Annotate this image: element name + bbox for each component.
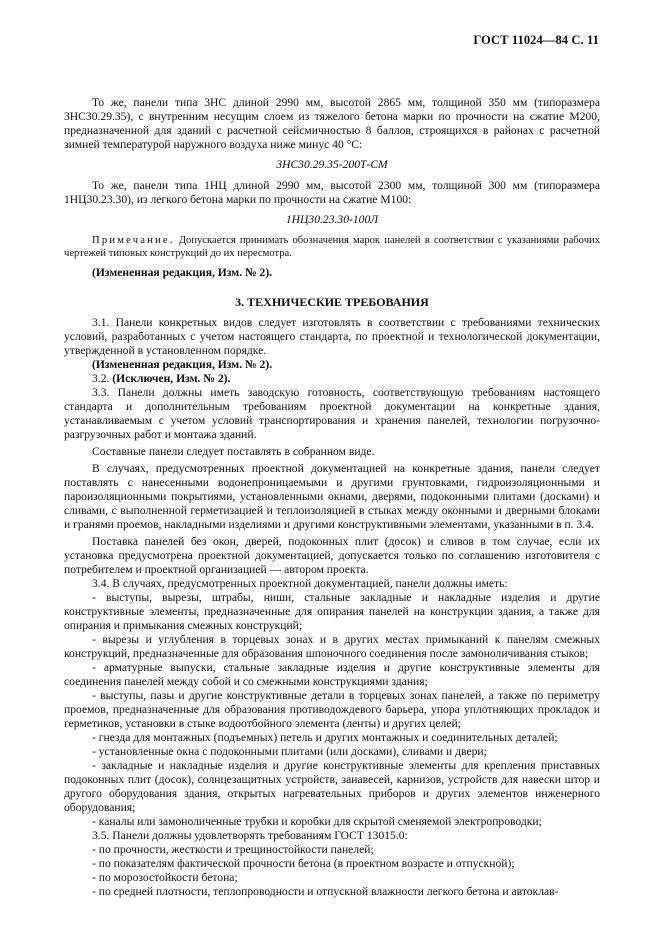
document-body: [64, 96, 600, 899]
paragraph-1nc-example: То же, панели типа 1НЦ длиной 2990 мм, высотой 2300 мм, толщиной 300 мм (типоразмера 1НЦ30.23.30), из легкого бетона марки по прочности на сжатие М100:: [64, 179, 600, 206]
list-item: - арматурные выпуски, стальные закладные изделия и другие конструктивные элементы для соединения панелей между собой и со смежными конструкциями здания;: [64, 661, 600, 688]
list-item: - выступы, пазы и другие конструктивные детали в торцевых зонах панелей, а также по периметру проемов, предназначенные для образования противодождевого барьера, упора уплотняющих прокладок и герметиков, установки в стыке водоотбойного элемента (ленты) и других целей;: [64, 689, 600, 730]
panel-mark-1nc: 1НЦ30.23.30-100Л: [285, 213, 379, 226]
note-label: Примечание.: [92, 235, 175, 246]
note: [64, 234, 600, 260]
clause-3-3: 3.3. Панели должны иметь заводскую готовность, соответствующую требованиям настоящего стандарта и дополнительным требованиям проектной документации на конкретные здания, устанавливаемым с учетом условий транспортирования и хранения панелей, технологии погрузочно-разгрузочных работ и монтажа зданий.: [64, 386, 600, 441]
clause-3-1: 3.1. Панели конкретных видов следует изготовлять в соответствии с требованиями технических условий, разработанных с учетом настоящего стандарта, по проектной и технологической документации, утвержденной в установленном порядке.: [64, 316, 600, 357]
list-item: - закладные и накладные изделия и другие конструктивные элементы для крепления приставных подоконных плит (досок), солнцезащитных устройств, занавесей, карнизов, устройств для навески штор и другого оборудования здания, открытых нагревательных приборов и других элементов инженерного оборудования;: [64, 759, 600, 814]
list-item: - по показателям фактической прочности бетона (в проектном возрасте и отпускной);: [92, 857, 515, 870]
clause-3-3-paragraph: В случаях, предусмотренных проектной документацией на конкретные здания, панели следует поставлять с нанесенными водонепроницаемыми и другими грунтовками, гидроизоляционными и пароизоляционными покрытиями, установленными окнами, дверями, подоконными плитами (досками) и сливами, с выполненной герметизацией и теплоизоляцией в стыках между оконными и дверными блоками и гранями проемов, накладными изделиями и другими конструктивными элементами, указанными в п. 3.4.: [64, 462, 600, 531]
section-title: 3. ТЕХНИЧЕСКИЕ ТРЕБОВАНИЯ: [235, 295, 429, 309]
clause-3-3-paragraph: Составные панели следует поставлять в собранном виде.: [92, 445, 375, 458]
clause-3-3-paragraph: Поставка панелей без окон, дверей, подоконных плит (досок) и сливов в том случае, если их установка предусмотрена проектной документацией, допускается только по соглашению изготовителя с потребителем и проектной организацией — автором проекта.: [64, 535, 600, 576]
panel-mark-3nc: 3НС30.29.35-200Т-СМ: [276, 158, 388, 171]
list-item: - по прочности, жесткости и трещиностойкости панелей;: [92, 843, 374, 856]
list-item: - установленные окна с подоконными плитами (или досками), сливами и двери;: [92, 745, 487, 758]
page-header: ГОСТ 11024—84 С. 11: [473, 33, 599, 47]
clause-number: 3.2.: [92, 372, 113, 385]
note-text: Допускается принимать обозначения марок панелей в соответствии с указаниями рабочих чертежей типовых конструкций до их пересмотра.: [64, 235, 600, 259]
clause-3-4: 3.4. В случаях, предусмотренных проектной документацией, панели должны иметь:: [92, 577, 508, 590]
paragraph-3nc-example: То же, панели типа 3НС длиной 2990 мм, высотой 2865 мм, толщиной 350 мм (типоразмера 3НС30.29.35), с внутренним несущим слоем из тяжелого бетона марки по прочности на сжатие М200, предназначенной для зданий с расчетной сейсмичностью 8 баллов, строящихся в районах с расчетной зимней температурой наружного воздуха ниже минус 40 °С:: [64, 96, 600, 151]
list-item: - каналы или замоноличенные трубки и коробки для скрытой сменяемой электропроводки;: [92, 815, 542, 828]
amendment-note: (Измененная редакция, Изм. № 2).: [92, 358, 273, 371]
clause-excluded: (Исключен, Изм. № 2).: [112, 372, 231, 385]
clause-3-5: 3.5. Панели должны удовлетворять требованиям ГОСТ 13015.0:: [92, 829, 408, 842]
list-item: - по морозостойкости бетона;: [92, 871, 238, 884]
amendment-note: (Измененная редакция, Изм. № 2).: [92, 266, 273, 279]
list-item: - выступы, вырезы, штрабы, ниши, стальные закладные и накладные изделия и другие конструктивные элементы, предназначенные для опирания панелей на конструкции здания, а также для опирания и примыкания смежных конструкций;: [64, 591, 600, 632]
clause-3-2: [64, 372, 600, 386]
list-item: - по средней плотности, теплопроводности и отпускной влажности легкого бетона и автоклав-: [92, 885, 559, 898]
list-item: - гнезда для монтажных (подъемных) петель и других монтажных и соединительных деталей;: [92, 731, 558, 744]
list-item: - вырезы и углубления в торцевых зонах и в других местах примыканий к панелям смежных конструкций, предназначенные для образования шпоночного соединения после замоноличивания стыков;: [64, 633, 600, 660]
